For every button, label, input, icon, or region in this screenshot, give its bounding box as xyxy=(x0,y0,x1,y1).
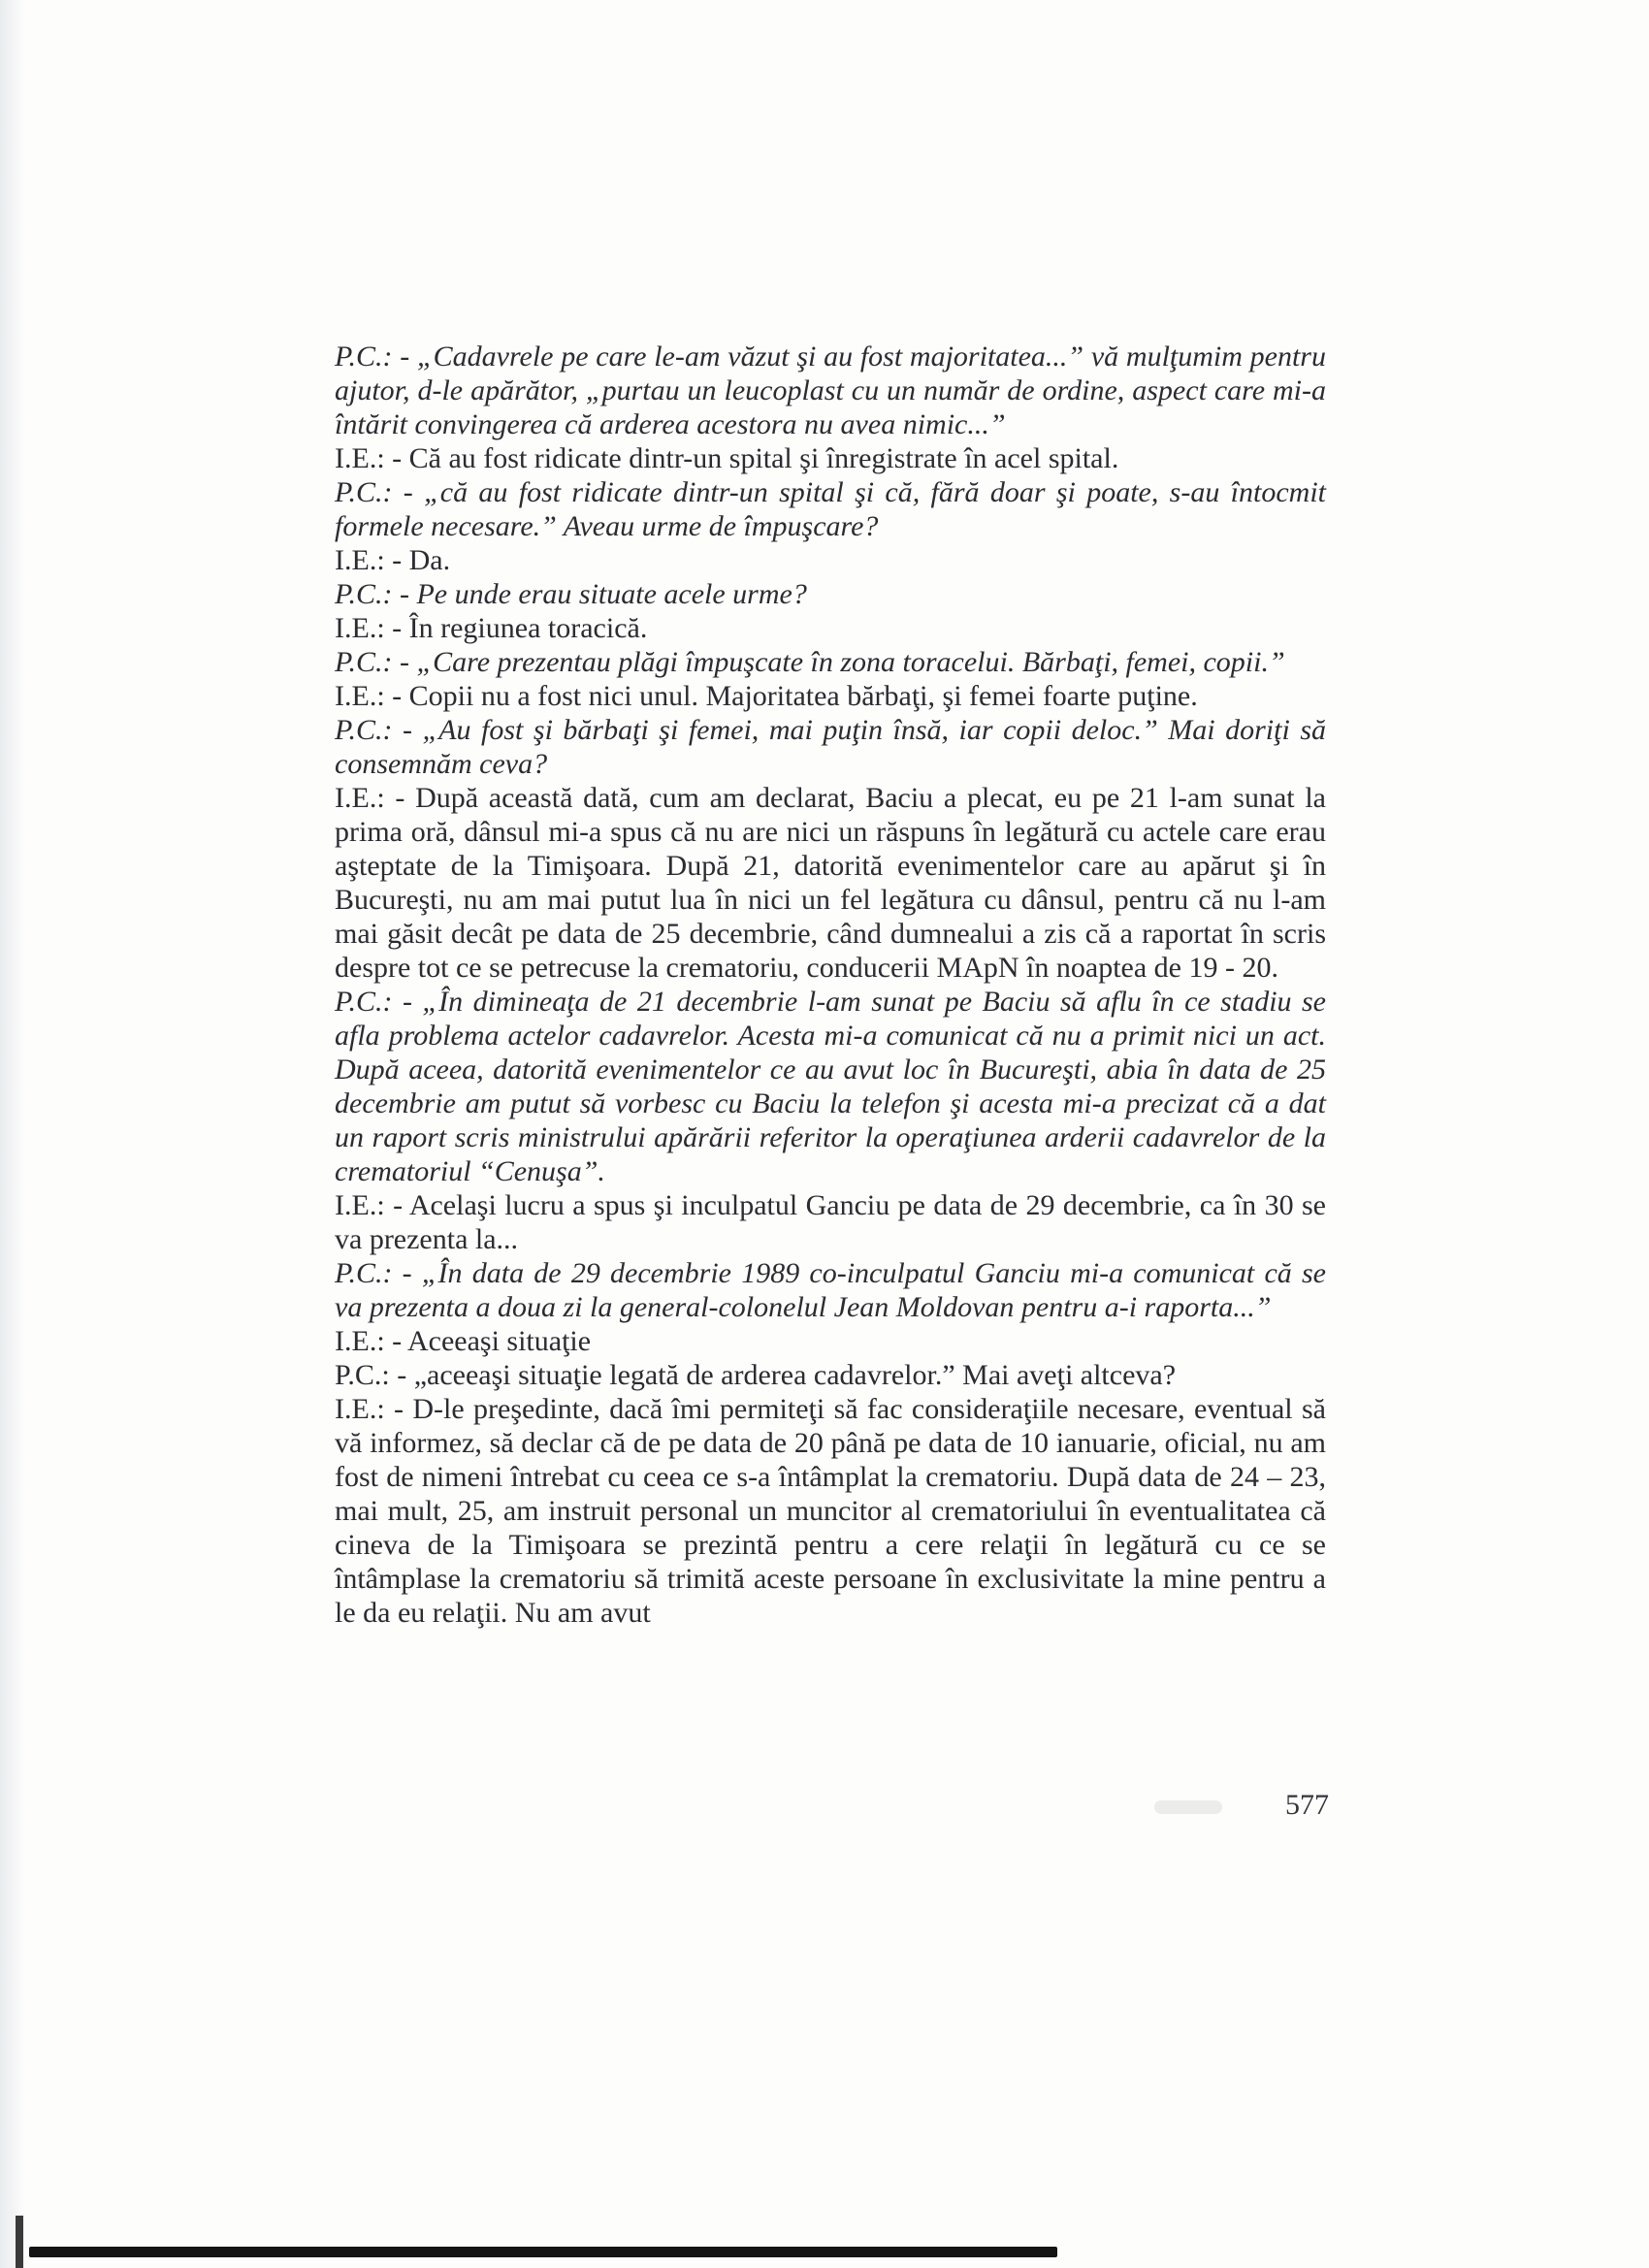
dialogue-turn: I.E.: - Aceeaşi situaţie xyxy=(335,1325,592,1357)
dialogue-turn: I.E.: - Da. xyxy=(335,544,451,576)
scan-artifact-corner-mark xyxy=(16,2216,23,2268)
dialogue-turn: P.C.: - „Au fost şi bărbaţi şi femei, mai puţin însă, iar copii deloc.” Mai doriţi să consemnăm ceva? xyxy=(335,714,1326,780)
dialogue-turn: I.E.: - După această dată, cum am declarat, Baciu a plecat, eu pe 21 l-am sunat la prima oră, dânsul mi-a spus că nu are nici un răspuns în legătură cu actele care erau aşteptate de la Timişoara. După 21, datorită evenimentelor care au apărut şi în Bucureşti, nu am mai putut lua în nici un fel legătura cu dânsul, pentru că nu l-am mai găsit decât pe data de 25 decembrie, când dumnealui a zis că a raportat în scris despre tot ce se petrecuse la crematoriu, conducerii MApN în noaptea de 19 - 20. xyxy=(335,782,1326,984)
dialogue-turn: P.C.: - „În data de 29 decembrie 1989 co-inculpatul Ganciu mi-a comunicat că se va prezenta a doua zi la general-colonelul Jean Moldovan pentru a-i raporta...” xyxy=(335,1257,1326,1323)
dialogue-turn: I.E.: - Copii nu a fost nici unul. Majoritatea bărbaţi, şi femei foarte puţine. xyxy=(335,680,1198,712)
dialogue-turn: I.E.: - D-le preşedinte, dacă îmi permiteţi să fac consideraţiile necesare, eventual să vă informez, să declar că de pe data de 20 până pe data de 10 ianuarie, oficial, nu am fost de nimeni întrebat cu ceea ce s-a întâmplat la crematoriu. După data de 24 – 23, mai mult, 25, am instruit personal un muncitor al crematoriului în eventualitatea că cineva de la Timişoara se prezintă pentru a cere relaţii în legătură cu ce se întâmplase la crematoriu să trimită aceste persoane în exclusivitate la mine pentru a le da eu relaţii. Nu am avut xyxy=(335,1393,1326,1629)
dialogue-turn: I.E.: - Acelaşi lucru a spus şi inculpatul Ganciu pe data de 29 decembrie, ca în 30 se va prezenta la... xyxy=(335,1189,1326,1255)
page-number: 577 xyxy=(1285,1789,1329,1821)
scan-edge-shading xyxy=(0,0,25,2268)
dialogue-turn: P.C.: - „În dimineaţa de 21 decembrie l-am sunat pe Baciu să aflu în ce stadiu se afla problema actelor cadavrelor. Acesta mi-a comunicat că nu a primit nici un act. După aceea, datorită evenimentelor ce au avut loc în Bucureşti, abia în data de 25 decembrie am putut să vorbesc cu Baciu la telefon şi acesta mi-a precizat că a dat un raport scris ministrului apărării referitor la operaţiunea arderii cadavrelor de la crematoriul “Cenuşa”. xyxy=(335,986,1326,1187)
dialogue-turn: P.C.: - Pe unde erau situate acele urme? xyxy=(335,578,807,610)
dialogue-turn: P.C.: - „că au fost ridicate dintr-un spital şi că, fără doar şi poate, s-au întocmit formele necesare.” Aveau urme de împuşcare? xyxy=(335,476,1326,542)
dialogue-turn: P.C.: - „Cadavrele pe care le-am văzut şi au fost majoritatea...” vă mulţumim pentru ajutor, d-le apărător, „purtau un leucoplast cu un număr de ordine, aspect care mi-a întărit convingerea că arderea acestora nu avea nimic...” xyxy=(335,340,1326,440)
scan-smudge xyxy=(1154,1800,1222,1814)
scan-artifact-bottom-bar xyxy=(29,2247,1057,2257)
dialogue-turn: I.E.: - Că au fost ridicate dintr-un spital şi înregistrate în acel spital. xyxy=(335,442,1119,474)
dialogue-turn: P.C.: - „aceeaşi situaţie legată de arderea cadavrelor.” Mai aveţi altceva? xyxy=(335,1359,1177,1391)
dialogue-turn: P.C.: - „Care prezentau plăgi împuşcate în zona toracelui. Bărbaţi, femei, copii.” xyxy=(335,646,1285,678)
dialogue-turn: I.E.: - În regiunea toracică. xyxy=(335,612,648,644)
transcript-dialogue xyxy=(335,340,1326,1630)
